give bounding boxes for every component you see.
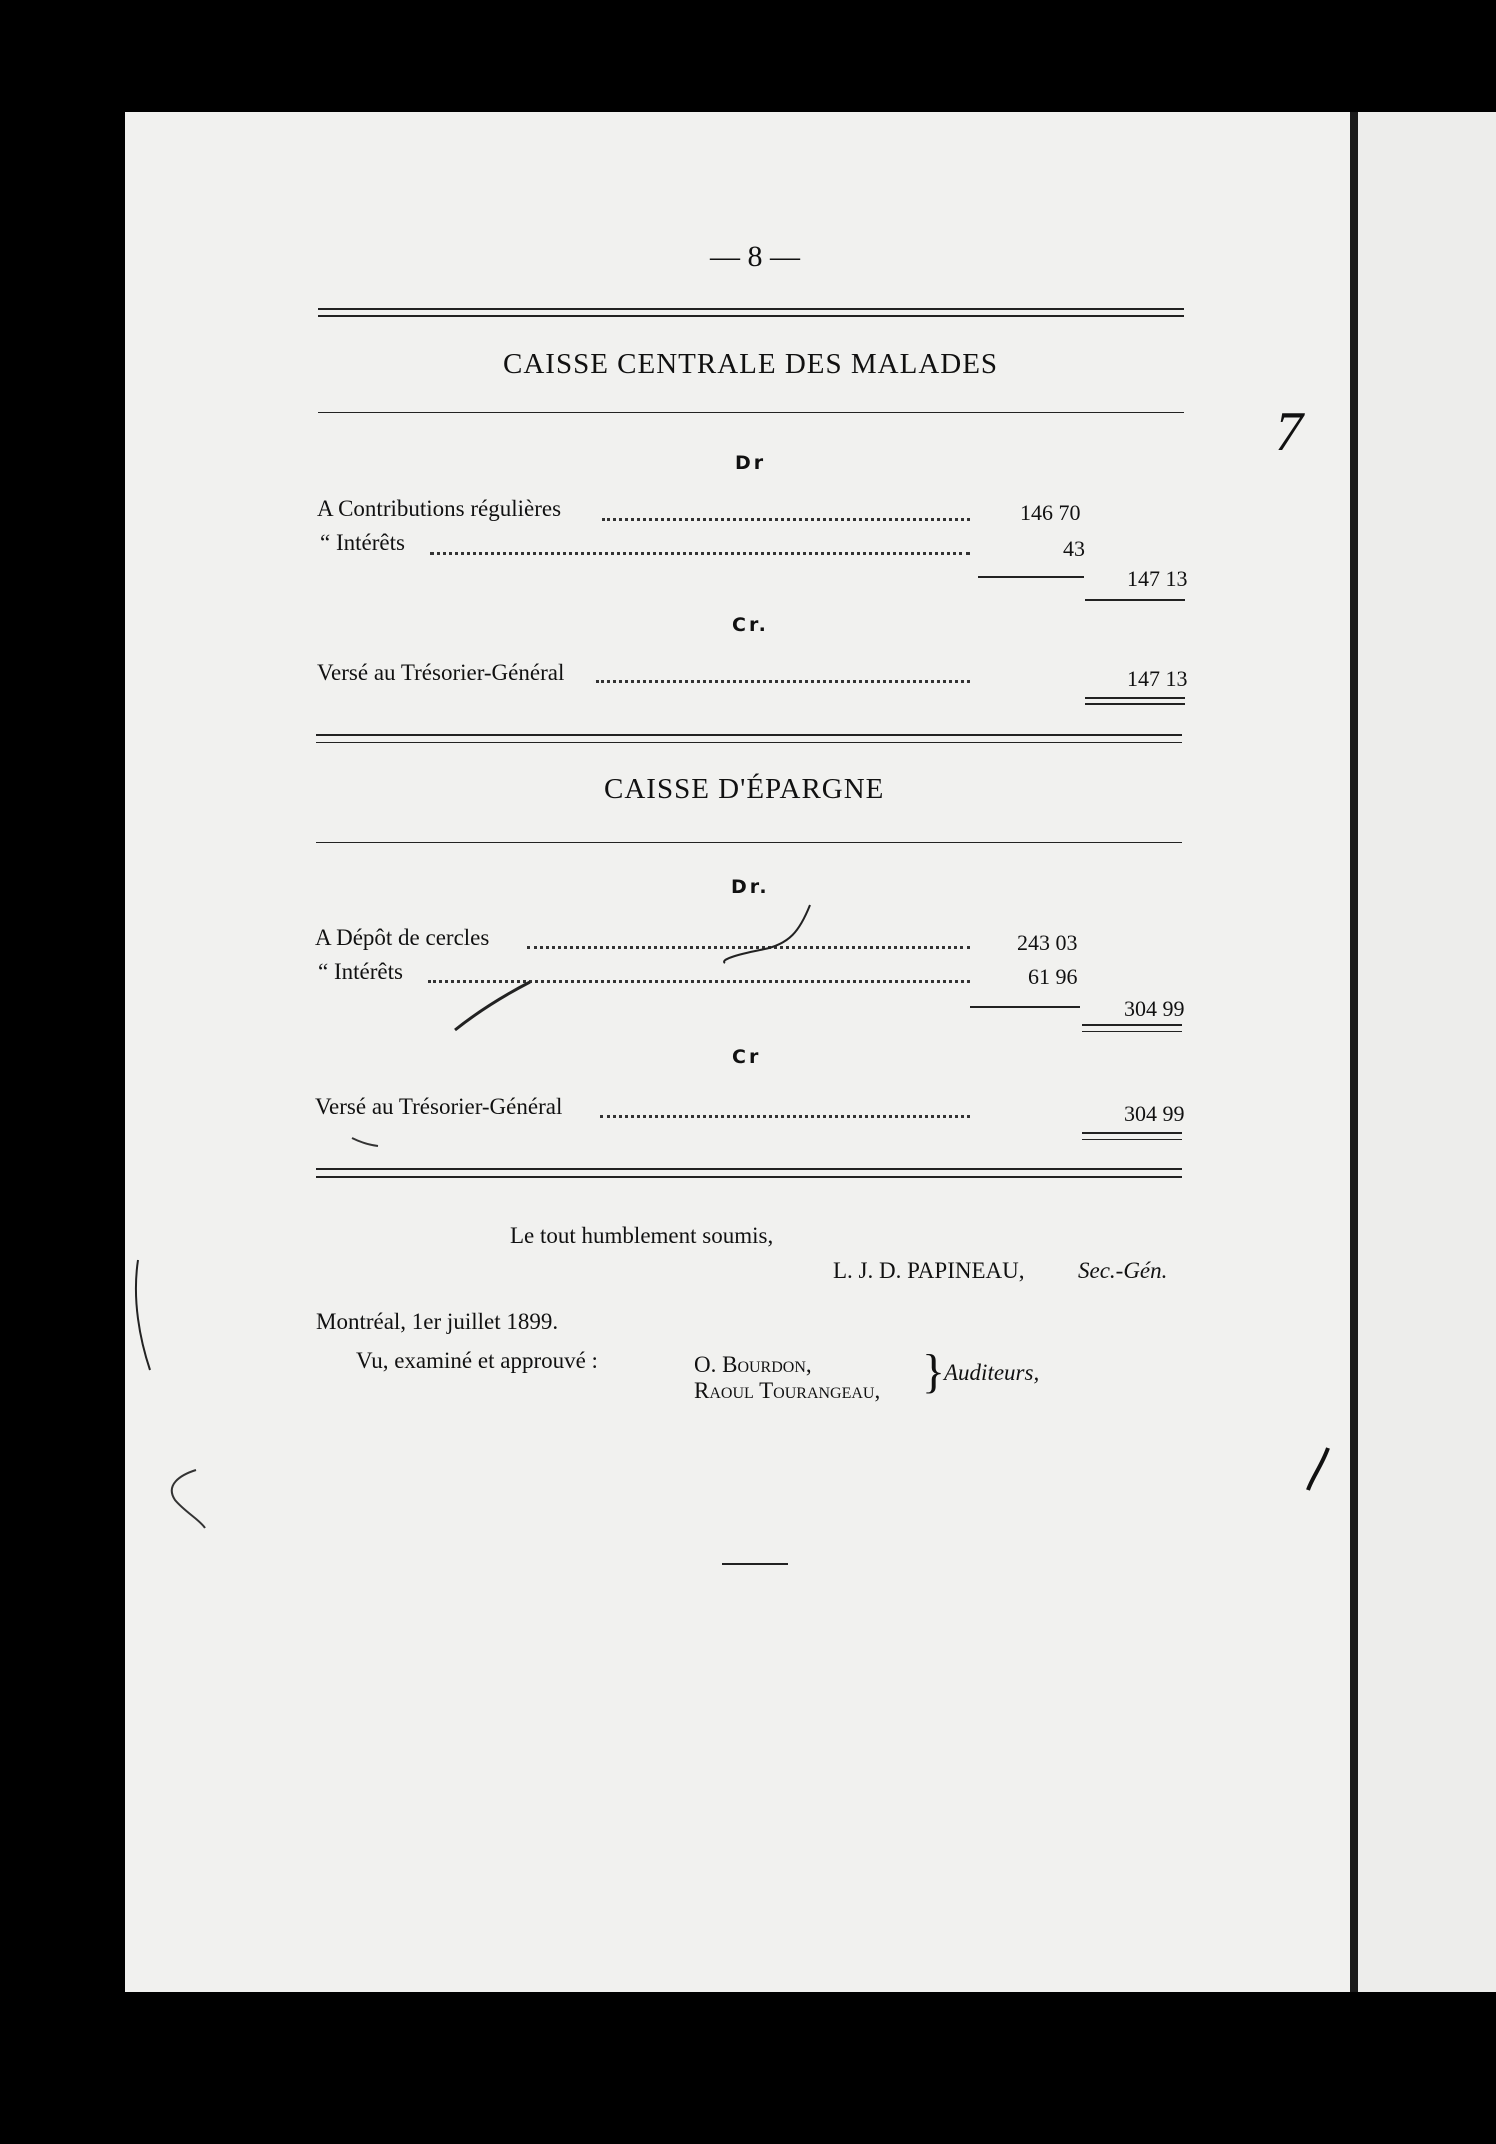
pen-stroke-6: [352, 1138, 378, 1146]
pen-stroke-2: [455, 982, 530, 1030]
section2-cr-label: Cr: [732, 1046, 762, 1068]
section2-total: 304 99: [1124, 996, 1185, 1021]
section2-cr-row-value: 304 99: [1124, 1101, 1185, 1126]
pen-stroke-4: [1308, 1448, 1328, 1490]
pen-stroke-3: [136, 1260, 150, 1370]
auditors-label: Auditeurs,: [944, 1360, 1040, 1385]
section2-row1-label: A Dépôt de cercles: [315, 925, 490, 950]
auditor-brace: }: [922, 1345, 946, 1398]
section1-title: CAISSE CENTRALE DES MALADES: [503, 348, 999, 380]
section1-row2-value: 43: [1063, 536, 1085, 561]
auditor-1: O. Bourdon,: [694, 1352, 812, 1377]
submitted-text: Le tout humblement soumis,: [510, 1223, 774, 1248]
pen-stroke-1: [724, 905, 810, 963]
page-number: — 8 —: [710, 240, 800, 273]
auditor-2: Raoul Tourangeau,: [694, 1378, 881, 1403]
section1-dr-label: Dr: [735, 452, 767, 474]
section2-dr-label: Dr.: [731, 876, 770, 898]
section1-cr-label: Cr.: [732, 614, 769, 636]
section1-row1-value: 146 70: [1020, 500, 1081, 525]
approved-text: Vu, examiné et approuvé :: [356, 1348, 598, 1373]
place-date: Montréal, 1er juillet 1899.: [316, 1309, 559, 1334]
section1-cr-row-label: Versé au Trésorier-Général: [317, 660, 565, 685]
section2-row2-label: “ Intérêts: [318, 959, 403, 984]
section1-row1-label: A Contributions régulières: [317, 496, 562, 521]
section2-title: CAISSE D'ÉPARGNE: [604, 773, 885, 805]
margin-page-mark: 7: [1275, 401, 1303, 463]
section2-row2-value: 61 96: [1028, 964, 1078, 989]
section1-cr-row-value: 147 13: [1127, 666, 1188, 691]
section2-cr-row-label: Versé au Trésorier-Général: [315, 1094, 563, 1119]
signature-title: Sec.-Gén.: [1078, 1258, 1168, 1283]
signature-name: L. J. D. PAPINEAU,: [833, 1258, 1025, 1283]
section2-row1-value: 243 03: [1017, 930, 1078, 955]
pen-stroke-5: [172, 1470, 205, 1528]
section1-row2-label: “ Intérêts: [320, 530, 405, 555]
section1-total: 147 13: [1127, 566, 1188, 591]
